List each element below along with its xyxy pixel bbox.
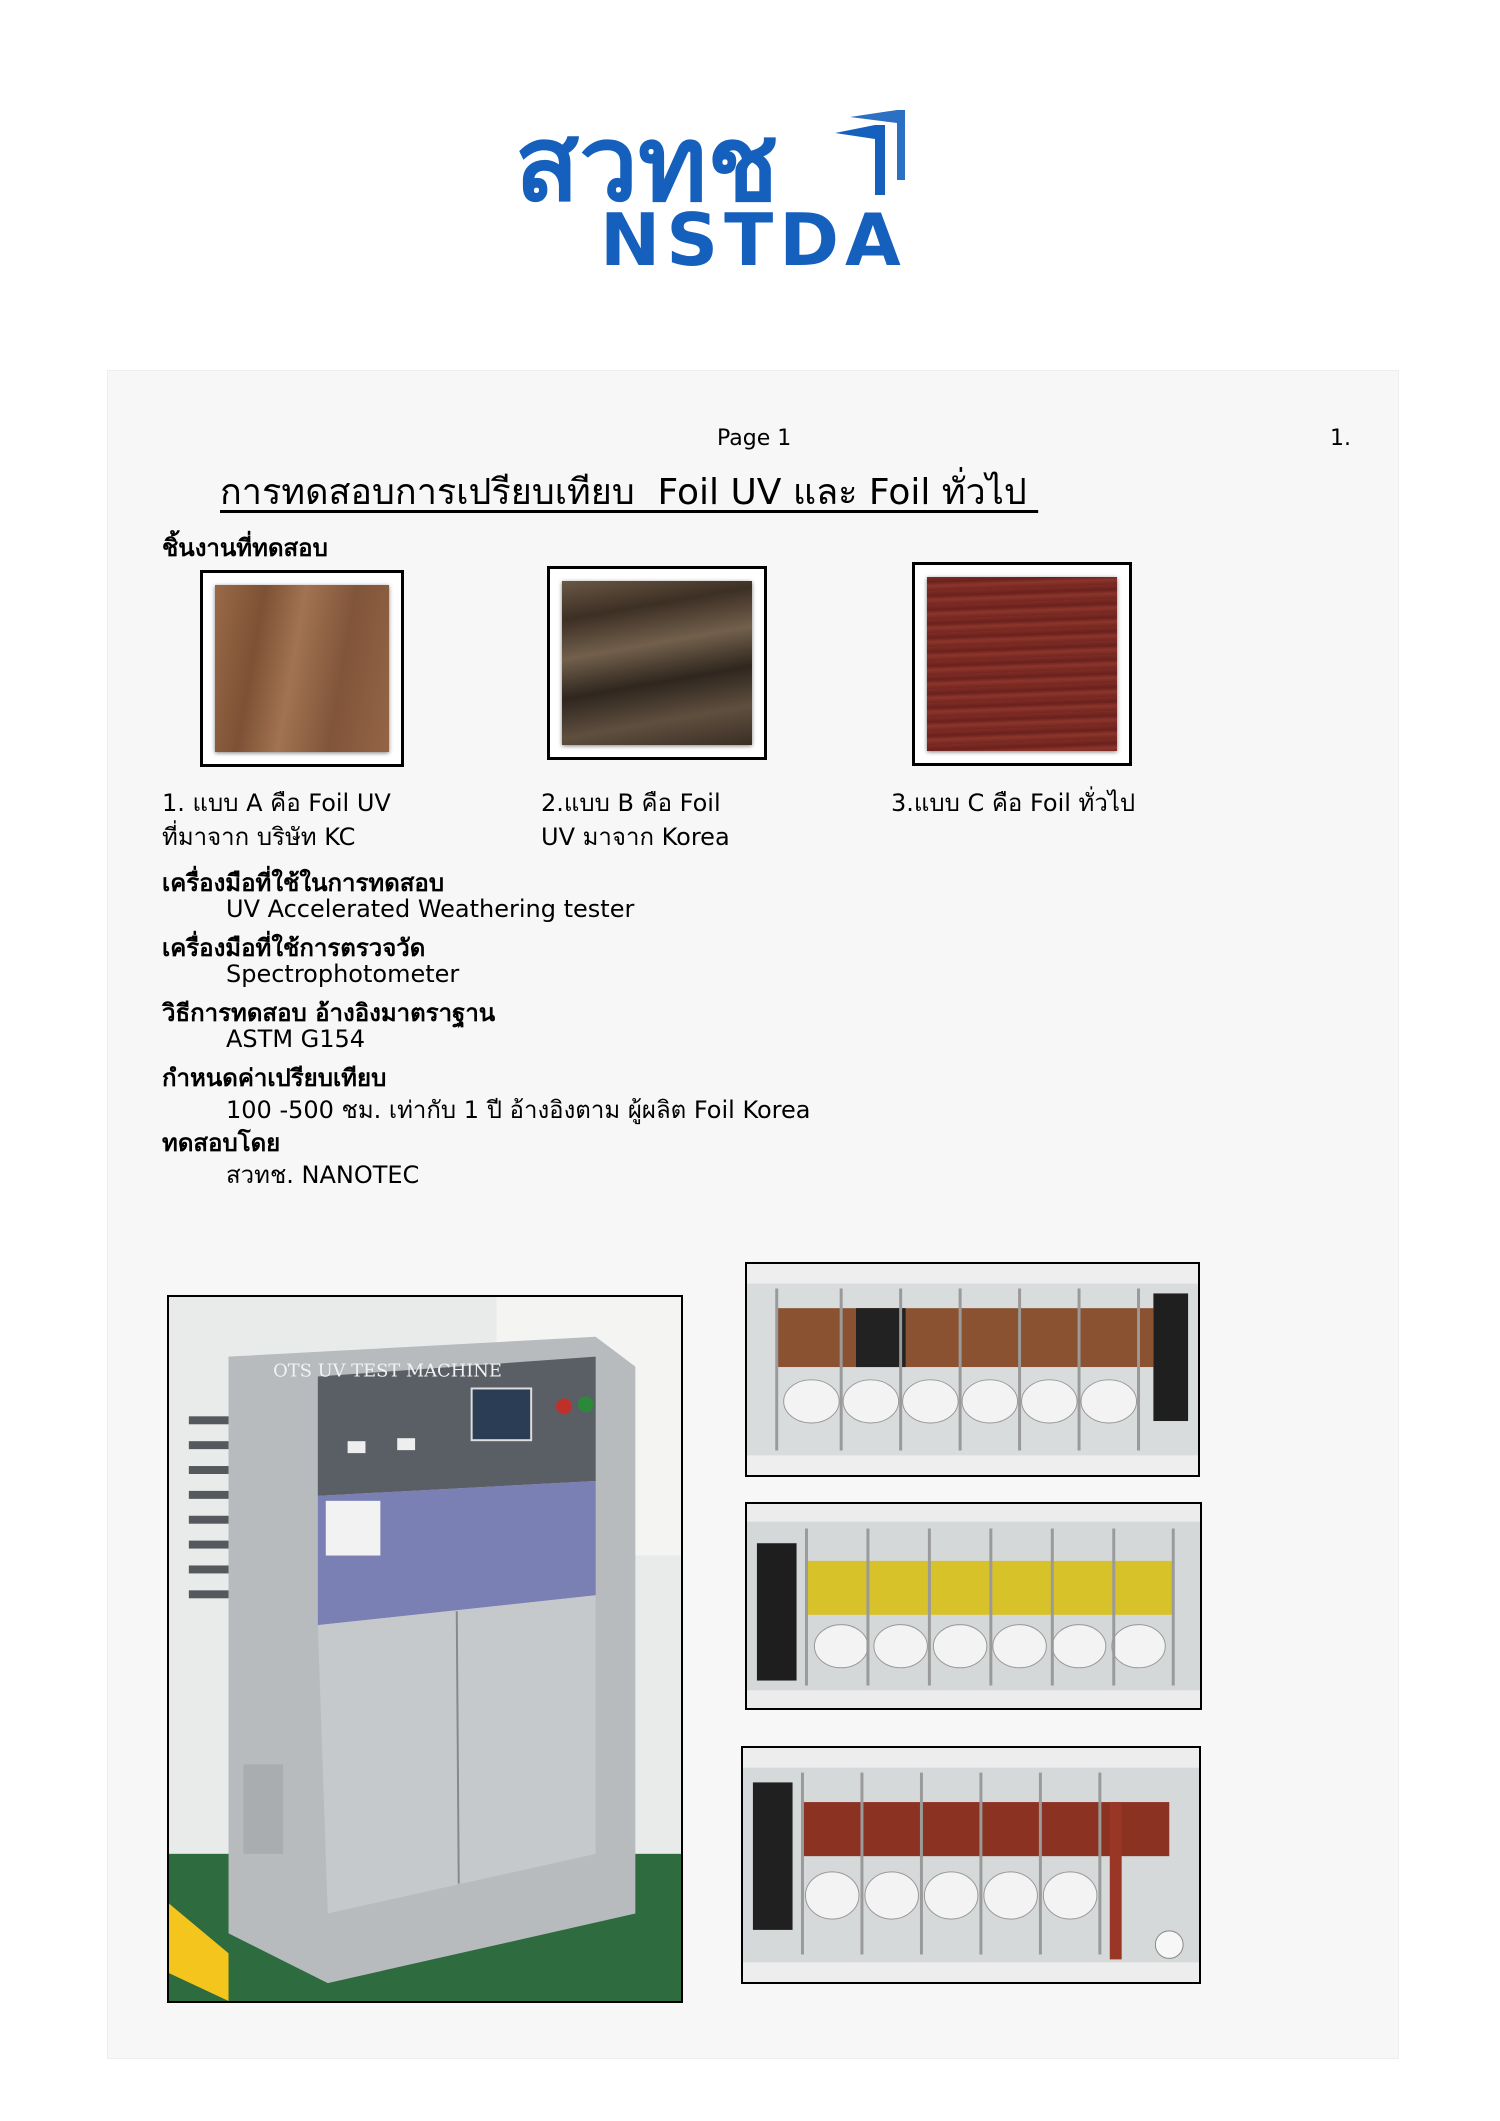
heading-test-instrument: เครื่องมือที่ใช้ในการทดสอบ (162, 869, 445, 897)
page-mark: 1. (1330, 426, 1351, 451)
sample-c-image (912, 562, 1132, 766)
page-title: การทดสอบการเปรียบเทียบ Foil UV และ Foil ทั่วไป (220, 472, 1039, 513)
heading-test-method: วิธีการทดสอบ อ้างอิงมาตราฐาน (162, 999, 496, 1027)
sample-a-caption (162, 786, 391, 854)
machine-brand-label: OTS UV TEST MACHINE (273, 1360, 502, 1382)
value-comparison-setting: 100 -500 ชม. เท่ากับ 1 ปี อ้างอิงตาม ผู้ผลิต Foil Korea (226, 1096, 811, 1124)
value-tested-by: สวทช. NANOTEC (226, 1161, 420, 1189)
heading-measurement-instrument: เครื่องมือที่ใช้การตรวจวัด (162, 934, 426, 962)
heading-comparison-setting: กำหนดค่าเปรียบเทียบ (162, 1064, 387, 1092)
sample-b-caption-line2: UV มาจาก Korea (541, 823, 730, 851)
value-test-method: ASTM G154 (226, 1025, 366, 1053)
sample-a-caption-line2: ที่มาจาก บริษัท KC (162, 823, 356, 851)
logo-thai-text: สวทช (515, 105, 779, 225)
sample-a-image (200, 570, 404, 767)
heading-tested-by: ทดสอบโดย (162, 1129, 281, 1157)
nstda-logo (505, 105, 1005, 275)
uv-test-machine-photo (167, 1295, 683, 2003)
rack-photo-sample-a (745, 1262, 1200, 1477)
value-test-instrument: UV Accelerated Weathering tester (226, 895, 635, 923)
page-number: Page 1 (717, 426, 792, 451)
rack-photo-sample-c (741, 1746, 1201, 1984)
heading-test-specimens: ชิ้นงานที่ทดสอบ (162, 534, 328, 562)
nstda-logo-graphic (505, 105, 1005, 275)
sample-c-caption (891, 786, 1135, 820)
sample-b-caption (541, 786, 730, 854)
sample-b-caption-line1: 2.แบบ B คือ Foil (541, 789, 721, 817)
sample-a-caption-line1: 1. แบบ A คือ Foil UV (162, 789, 391, 817)
sample-c-caption-line1: 3.แบบ C คือ Foil ทั่วไป (891, 789, 1136, 817)
rack-photo-sample-b (745, 1502, 1202, 1710)
sample-b-image (547, 566, 767, 760)
logo-latin-text: NSTDA (600, 198, 907, 275)
value-measurement-instrument: Spectrophotometer (226, 960, 460, 988)
